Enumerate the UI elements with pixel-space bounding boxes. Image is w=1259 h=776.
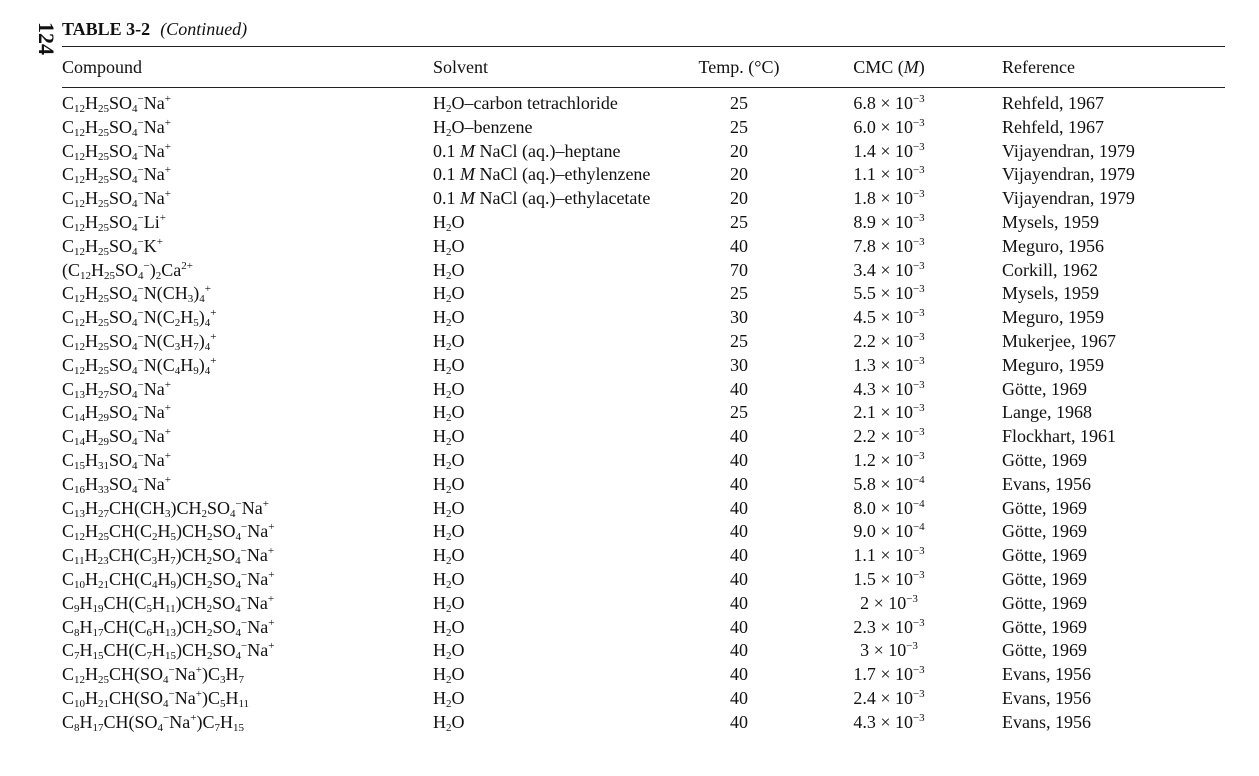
cell-reference: Götte, 1969 bbox=[1002, 521, 1087, 542]
cell-reference: Flockhart, 1961 bbox=[1002, 426, 1116, 447]
cell-reference: Evans, 1956 bbox=[1002, 664, 1091, 685]
table-row bbox=[0, 638, 1259, 662]
table-row bbox=[0, 615, 1259, 639]
cell-reference: Vijayendran, 1979 bbox=[1002, 164, 1135, 185]
cell-reference: Götte, 1969 bbox=[1002, 568, 1087, 589]
cell-compound: $C_7H_{15}CH(C_7H_{15})CH_2SO_4^-Na^+$ bbox=[62, 640, 275, 663]
cell-temp: 30 bbox=[730, 354, 748, 375]
cell-reference: Vijayendran, 1979 bbox=[1002, 140, 1135, 161]
table-caption bbox=[62, 19, 247, 40]
cell-temp: 40 bbox=[730, 521, 748, 542]
cell-cmc: $1.7 \times 10^{-3}$ bbox=[853, 664, 925, 685]
cell-cmc: $5.5 \times 10^{-3}$ bbox=[853, 283, 925, 304]
table-row bbox=[0, 543, 1259, 567]
table-row bbox=[0, 329, 1259, 353]
top-rule bbox=[62, 46, 1225, 47]
cell-reference: Rehfeld, 1967 bbox=[1002, 93, 1104, 113]
cell-compound: $C_{10}H_{21}CH(C_4H_9)CH_2SO_4^-Na^+$ bbox=[62, 568, 275, 591]
header-temp: Temp. (°C) bbox=[698, 57, 780, 77]
cell-temp: 70 bbox=[730, 259, 748, 280]
cell-solvent: $H_2O$ bbox=[433, 330, 465, 353]
cell-cmc: $9.0 \times 10^{-4}$ bbox=[853, 521, 925, 542]
cell-cmc: $2 \times 10^{-3}$ bbox=[860, 592, 918, 613]
cell-reference: Corkill, 1962 bbox=[1002, 259, 1099, 280]
table-row bbox=[0, 400, 1259, 424]
cell-reference: Evans, 1956 bbox=[1002, 711, 1091, 732]
cell-temp: 40 bbox=[730, 378, 748, 399]
cell-temp: 20 bbox=[730, 164, 748, 185]
table-row bbox=[0, 496, 1259, 520]
cell-compound: $C_{13}H_{27}CH(CH_3)CH_2SO_4^-Na^+$ bbox=[62, 497, 269, 520]
cell-solvent: $H_2O$ bbox=[433, 211, 465, 234]
cell-reference: Vijayendran, 1979 bbox=[1002, 188, 1135, 209]
header-rule bbox=[62, 87, 1225, 88]
cell-reference: Götte, 1969 bbox=[1002, 449, 1087, 470]
cell-solvent: $H_2O$ bbox=[433, 402, 465, 425]
cell-solvent: 0.1 M NaCl (aq.)–ethylenzene bbox=[433, 164, 651, 185]
table-row bbox=[0, 258, 1259, 282]
table-row bbox=[0, 710, 1259, 734]
cell-cmc: $2.4 \times 10^{-3}$ bbox=[853, 687, 925, 708]
cell-reference: Mysels, 1959 bbox=[1002, 283, 1100, 304]
table-row bbox=[0, 591, 1259, 615]
cell-cmc: $8.0 \times 10^{-4}$ bbox=[853, 497, 925, 518]
header-reference: Reference bbox=[1002, 57, 1075, 77]
cell-solvent: $H_2O$ bbox=[433, 235, 465, 258]
cell-compound: $C_8H_{17}CH(C_6H_{13})CH_2SO_4^-Na^+$ bbox=[62, 616, 275, 639]
table-row bbox=[0, 448, 1259, 472]
table-row bbox=[0, 424, 1259, 448]
cell-solvent: $H_2O$ bbox=[433, 664, 465, 687]
table-body bbox=[0, 91, 1259, 734]
cell-compound: $C_{12}H_{25}SO_4^-N(CH_3)_4^+$ bbox=[62, 283, 211, 306]
cell-solvent: $H_2O$ bbox=[433, 592, 465, 615]
table-row bbox=[0, 472, 1259, 496]
cell-temp: 25 bbox=[730, 116, 748, 137]
continued-note: (Continued) bbox=[160, 19, 248, 39]
cell-solvent: $H_2O$ bbox=[433, 545, 465, 568]
table-row bbox=[0, 210, 1259, 234]
cell-cmc: $1.1 \times 10^{-3}$ bbox=[853, 545, 925, 566]
cell-temp: 30 bbox=[730, 307, 748, 328]
cell-solvent: $H_2O$ bbox=[433, 711, 465, 734]
table-row bbox=[0, 162, 1259, 186]
cell-cmc: $1.3 \times 10^{-3}$ bbox=[853, 354, 925, 375]
header-compound: Compound bbox=[62, 57, 143, 77]
cell-compound: $C_8H_{17}CH(SO_4^-Na^+)C_7H_{15}$ bbox=[62, 711, 244, 734]
cell-temp: 40 bbox=[730, 568, 748, 589]
cell-reference: Meguro, 1956 bbox=[1002, 235, 1104, 256]
cell-solvent: $H_2O$ bbox=[433, 521, 465, 544]
cell-temp: 40 bbox=[730, 426, 748, 447]
cell-cmc: $6.8 \times 10^{-3}$ bbox=[853, 93, 925, 113]
table-row bbox=[0, 186, 1259, 210]
cell-reference: Evans, 1956 bbox=[1002, 473, 1091, 494]
cell-temp: 25 bbox=[730, 402, 748, 423]
cell-temp: 20 bbox=[730, 188, 748, 209]
cell-compound: $C_{12}H_{25}SO_4^-N(C_2H_5)_4^+$ bbox=[62, 307, 217, 330]
table-row bbox=[0, 139, 1259, 163]
cell-cmc: $7.8 \times 10^{-3}$ bbox=[853, 235, 925, 256]
cell-compound: $C_{14}H_{29}SO_4^-Na^+$ bbox=[62, 426, 171, 449]
cell-reference: Rehfeld, 1967 bbox=[1002, 116, 1104, 137]
cell-cmc: $1.2 \times 10^{-3}$ bbox=[853, 449, 925, 470]
cell-reference: Götte, 1969 bbox=[1002, 640, 1087, 661]
table-row bbox=[0, 281, 1259, 305]
cell-compound: $C_{12}H_{25}SO_4^-Li^+$ bbox=[62, 211, 166, 234]
page-number: 124 bbox=[34, 22, 59, 55]
cell-solvent: $H_2O$–carbon tetrachloride bbox=[433, 93, 618, 115]
cell-temp: 40 bbox=[730, 616, 748, 637]
cell-compound: $C_{15}H_{31}SO_4^-Na^+$ bbox=[62, 449, 171, 472]
cell-reference: Götte, 1969 bbox=[1002, 545, 1087, 566]
cell-reference: Lange, 1968 bbox=[1002, 402, 1092, 423]
cell-cmc: $1.5 \times 10^{-3}$ bbox=[853, 568, 925, 589]
cell-cmc: $6.0 \times 10^{-3}$ bbox=[853, 116, 925, 137]
cell-compound: $C_{13}H_{27}SO_4^-Na^+$ bbox=[62, 378, 171, 401]
cell-temp: 25 bbox=[730, 330, 748, 351]
cell-temp: 40 bbox=[730, 687, 748, 708]
table-row bbox=[0, 91, 1259, 115]
cell-solvent: $H_2O$ bbox=[433, 497, 465, 520]
cell-reference: Götte, 1969 bbox=[1002, 616, 1087, 637]
cell-compound: $C_{16}H_{33}SO_4^-Na^+$ bbox=[62, 473, 171, 496]
cell-compound: $C_{12}H_{25}SO_4^-Na^+$ bbox=[62, 140, 171, 163]
table-row bbox=[0, 305, 1259, 329]
cell-solvent: $H_2O$ bbox=[433, 378, 465, 401]
cell-reference: Götte, 1969 bbox=[1002, 497, 1087, 518]
cell-compound: $C_{12}H_{25}SO_4^-N(C_3H_7)_4^+$ bbox=[62, 330, 217, 353]
cell-solvent: 0.1 M NaCl (aq.)–ethylacetate bbox=[433, 188, 651, 209]
cell-temp: 20 bbox=[730, 140, 748, 161]
cell-cmc: $8.9 \times 10^{-3}$ bbox=[853, 211, 925, 232]
cell-compound: $C_{12}H_{25}SO_4^-Na^+$ bbox=[62, 188, 171, 211]
cell-compound: $C_{12}H_{25}SO_4^-Na^+$ bbox=[62, 93, 171, 115]
header-solvent: Solvent bbox=[433, 57, 489, 77]
cell-temp: 40 bbox=[730, 473, 748, 494]
table-row bbox=[0, 234, 1259, 258]
cell-cmc: $1.8 \times 10^{-3}$ bbox=[853, 188, 925, 209]
cell-solvent: $H_2O$ bbox=[433, 307, 465, 330]
cell-temp: 40 bbox=[730, 497, 748, 518]
cell-solvent: $H_2O$–benzene bbox=[433, 116, 533, 139]
cell-temp: 40 bbox=[730, 592, 748, 613]
cell-reference: Meguro, 1959 bbox=[1002, 354, 1104, 375]
cell-reference: Götte, 1969 bbox=[1002, 378, 1087, 399]
cell-temp: 25 bbox=[730, 211, 748, 232]
cell-solvent: 0.1 M NaCl (aq.)–heptane bbox=[433, 140, 621, 161]
cell-temp: 40 bbox=[730, 449, 748, 470]
cell-compound: $C_{12}H_{25}CH(SO_4^-Na^+)C_3H_7$ bbox=[62, 664, 244, 687]
cell-temp: 40 bbox=[730, 640, 748, 661]
cell-reference: Götte, 1969 bbox=[1002, 592, 1087, 613]
cell-compound: $C_{12}H_{25}CH(C_2H_5)CH_2SO_4^-Na^+$ bbox=[62, 521, 275, 544]
cell-compound: $C_{14}H_{29}SO_4^-Na^+$ bbox=[62, 402, 171, 425]
cell-cmc: $2.2 \times 10^{-3}$ bbox=[853, 426, 925, 447]
cell-cmc: $2.3 \times 10^{-3}$ bbox=[853, 616, 925, 637]
cell-solvent: $H_2O$ bbox=[433, 473, 465, 496]
table-label: TABLE 3-2 bbox=[62, 19, 151, 39]
cell-temp: 40 bbox=[730, 235, 748, 256]
cell-temp: 40 bbox=[730, 711, 748, 732]
cell-cmc: $4.3 \times 10^{-3}$ bbox=[853, 711, 925, 732]
cell-reference: Meguro, 1959 bbox=[1002, 307, 1104, 328]
cell-reference: Mysels, 1959 bbox=[1002, 211, 1100, 232]
cell-solvent: $H_2O$ bbox=[433, 426, 465, 449]
cell-cmc: $3.4 \times 10^{-3}$ bbox=[853, 259, 925, 280]
cell-temp: 25 bbox=[730, 283, 748, 304]
cell-cmc: $2.1 \times 10^{-3}$ bbox=[853, 402, 925, 423]
table-row bbox=[0, 686, 1259, 710]
cell-cmc: $3 \times 10^{-3}$ bbox=[860, 640, 918, 661]
cell-compound: $C_{11}H_{23}CH(C_3H_7)CH_2SO_4^-Na^+$ bbox=[62, 545, 275, 568]
cell-solvent: $H_2O$ bbox=[433, 283, 465, 306]
table-row bbox=[0, 567, 1259, 591]
cell-cmc: $4.3 \times 10^{-3}$ bbox=[853, 378, 925, 399]
header-cmc: CMC (M) bbox=[853, 57, 925, 77]
cell-solvent: $H_2O$ bbox=[433, 568, 465, 591]
cell-compound: $C_{12}H_{25}SO_4^-N(C_4H_9)_4^+$ bbox=[62, 354, 217, 377]
cell-solvent: $H_2O$ bbox=[433, 449, 465, 472]
cell-compound: $C_{10}H_{21}CH(SO_4^-Na^+)C_5H_{11}$ bbox=[62, 687, 250, 710]
cell-solvent: $H_2O$ bbox=[433, 640, 465, 663]
table-row bbox=[0, 662, 1259, 686]
cell-cmc: $2.2 \times 10^{-3}$ bbox=[853, 330, 925, 351]
cell-cmc: $4.5 \times 10^{-3}$ bbox=[853, 307, 925, 328]
cell-solvent: $H_2O$ bbox=[433, 354, 465, 377]
cell-solvent: $H_2O$ bbox=[433, 259, 465, 282]
cell-cmc: $1.1 \times 10^{-3}$ bbox=[853, 164, 925, 185]
cell-compound: $C_{12}H_{25}SO_4^-Na^+$ bbox=[62, 164, 171, 187]
cell-reference: Mukerjee, 1967 bbox=[1002, 330, 1116, 351]
cell-temp: 25 bbox=[730, 93, 748, 113]
table-row bbox=[0, 377, 1259, 401]
cell-compound: $C_{12}H_{25}SO_4^-Na^+$ bbox=[62, 116, 171, 139]
table-row bbox=[0, 353, 1259, 377]
cell-compound: $(C_{12}H_{25}SO_4^-)_2Ca^{2+}$ bbox=[62, 259, 193, 282]
cell-temp: 40 bbox=[730, 545, 748, 566]
cell-reference: Evans, 1956 bbox=[1002, 687, 1091, 708]
cell-solvent: $H_2O$ bbox=[433, 616, 465, 639]
cell-temp: 40 bbox=[730, 664, 748, 685]
table-row bbox=[0, 115, 1259, 139]
cell-cmc: $1.4 \times 10^{-3}$ bbox=[853, 140, 925, 161]
cell-compound: $C_9H_{19}CH(C_5H_{11})CH_2SO_4^-Na^+$ bbox=[62, 592, 275, 615]
cell-compound: $C_{12}H_{25}SO_4^-K^+$ bbox=[62, 235, 163, 258]
cell-solvent: $H_2O$ bbox=[433, 687, 465, 710]
table-row bbox=[0, 519, 1259, 543]
cell-cmc: $5.8 \times 10^{-4}$ bbox=[853, 473, 925, 494]
